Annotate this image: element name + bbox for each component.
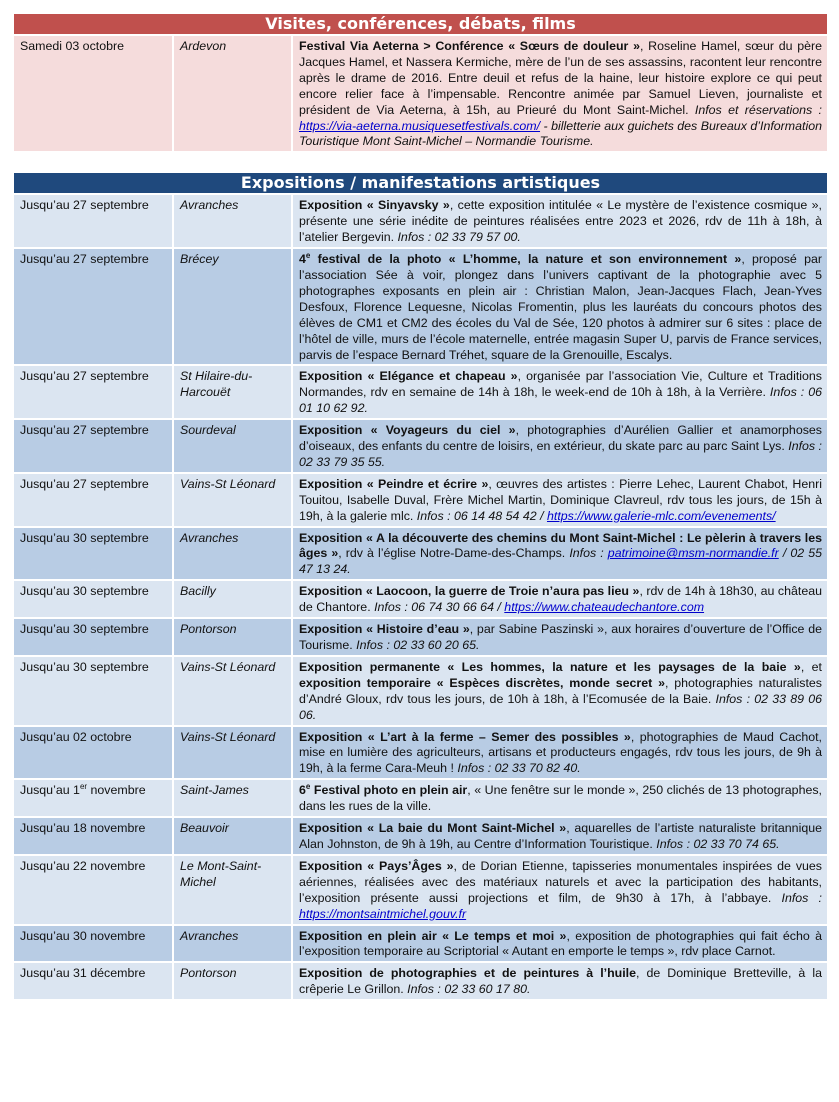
- event-info: Infos : 02 33 60 20 65.: [356, 638, 480, 652]
- event-description: [292, 618, 827, 656]
- event-date: Jusqu’au 31 décembre: [14, 962, 173, 1000]
- event-title: Exposition « Sinyavsky »: [299, 198, 450, 213]
- event-date: Jusqu’au 18 novembre: [14, 817, 173, 855]
- event-info: Infos : 02 33 60 17 80.: [407, 982, 531, 997]
- event-text: , organisée par l’association Vie, Culture et Traditions Normandes, rdv en semaine de 14h à 18h, le week-end de 10h à 18h, à la Verrière.: [299, 369, 822, 400]
- table-row: [14, 779, 827, 817]
- event-date: Jusqu’au 30 septembre: [14, 527, 173, 581]
- event-location: Avranches: [173, 527, 292, 581]
- event-location: Sourdeval: [173, 419, 292, 473]
- event-text: , rdv à l’église Notre-Dame-des-Champs.: [338, 546, 570, 561]
- event-date: Jusqu’au 22 novembre: [14, 855, 173, 925]
- event-text: , cette exposition intitulée « Le mystère de l’existence cosmique », présente une série inédite de peintures réalisées entre 2023 et 2026, rdv de 11h à 18h, à l’atelier Bergevin.: [299, 198, 822, 245]
- event-title-secondary: exposition temporaire « Espèces discrètes, monde secret »: [299, 675, 665, 690]
- event-location: Vains-St Léonard: [173, 656, 292, 726]
- event-title: Exposition de photographies et de peintures à l’huile: [299, 966, 636, 981]
- section-table-visites: [14, 36, 827, 153]
- table-row: [14, 855, 827, 925]
- event-text: , photographies d’Aurélien Gallier et anamorphoses d’oiseaux, des enfants du centre de loisirs, en extérieur, du skate parc au parc Saint Lys.: [299, 423, 822, 454]
- event-link[interactable]: https://www.galerie-mlc.com/evenements/: [546, 508, 776, 523]
- section-header-expositions: Expositions / manifestations artistiques: [14, 173, 827, 195]
- event-title: Exposition en plein air « Le temps et moi »: [299, 928, 567, 943]
- event-description: [292, 195, 827, 248]
- event-text: , proposé par l’association Sée à voir, plongez dans l’univers captivant de la photographie avec 5 photographes exposants en plein air : Christian Malon, Jean-Jacques Flach, Jean-Yves Desfoux, Florence Lequesne, Nicolas Fromentin, plus les lauréats du concours photos des élèves de CM1 et CM2 des écoles du Val de Sée, 120 photos à admirer sur 6 sites : place de l’hôtel de ville, murs de l’école maternelle, entrée magasin Super U, parvis de France services, parvis de l’espace Bernard Tréhet, square de la Grenouille, Escalys.: [299, 252, 823, 362]
- event-date: Jusqu’au 27 septembre: [14, 419, 173, 473]
- event-title: Exposition « Histoire d’eau »: [299, 622, 470, 637]
- event-description: [292, 726, 827, 780]
- table-row: [14, 419, 827, 473]
- event-text: , photographies de Maud Cachot, mise en lumière des agriculteurs, artisans et producteurs engagés, rdv tous les jours, de 9h à 19h, à la ferme Cara-Meuh !: [299, 729, 822, 776]
- event-info: Infos : 02 33 79 57 00.: [397, 230, 521, 245]
- event-text: , Roseline Hamel, sœur du père Jacques Hamel, et Nassera Kermiche, mère de l’un de ses assassins, racontent leur rencontre après le drame de 2016. Entre deuil et refus de la haine, leur histoire explore ce qui peut encore relier face à l’impensable. Rencontre animée par Samuel Lieven, journaliste et président de Via Aeterna, à 15h, au Prieuré du Mont Saint-Michel.: [299, 39, 822, 117]
- event-title: festival de la photo « L’homme, la nature et son environnement »: [310, 252, 742, 267]
- event-title: Exposition permanente « Les hommes, la nature et les paysages de la baie »: [299, 659, 801, 674]
- event-text: , œuvres des artistes : Pierre Lehec, Laurent Chabot, Henri Touitou, Isabelle Duval, Frère Michel Martin, Dominique Clavreul, rdv tous les jours, de 15h à 19h, à la galerie mlc.: [299, 476, 823, 523]
- event-link[interactable]: https://via-aeterna.musiquesetfestivals.com/: [299, 118, 541, 133]
- event-location: Avranches: [173, 925, 292, 963]
- event-title-number: 4: [299, 252, 306, 267]
- event-date: Jusqu’au 30 septembre: [14, 618, 173, 656]
- event-location: Vains-St Léonard: [173, 473, 292, 527]
- event-description: [292, 248, 827, 365]
- event-info: Infos : 02 33 70 74 65.: [656, 836, 780, 851]
- event-date: Jusqu’au 27 septembre: [14, 248, 173, 365]
- table-row: [14, 195, 827, 248]
- table-row: [14, 925, 827, 963]
- event-description: [292, 855, 827, 925]
- table-row: [14, 527, 827, 581]
- event-info: Infos : 06 74 30 66 64 /: [374, 600, 505, 615]
- event-description: [292, 779, 827, 817]
- event-link[interactable]: https://montsaintmichel.gouv.fr: [299, 906, 467, 921]
- event-text: , de Dorian Etienne, tapisseries monumentales inspirées de vues aériennes, réalisées avec des matériaux naturels et avec la participation des habitants, l’exposition présente aussi projections et film, de 9h30 à 17h, à l’abbaye.: [299, 858, 822, 905]
- event-location: Vains-St Léonard: [173, 726, 292, 780]
- event-info: Infos :: [569, 546, 608, 561]
- event-title: Exposition « Elégance et chapeau »: [299, 369, 518, 384]
- event-info: Infos : 06 14 48 54 42 /: [416, 508, 547, 523]
- event-text: , aquarelles de l’artiste naturaliste britannique Alan Johnston, de 9h à 19h, au Centre d’Information Touristique.: [299, 821, 822, 851]
- event-text-secondary: , photographies naturalistes d’André Gloux, rdv tous les jours, de 10h à 18h, à l’Ecomusée de la Baie.: [299, 675, 822, 706]
- event-location: Beauvoir: [173, 817, 292, 855]
- event-text: , et: [800, 659, 823, 674]
- event-location: Avranches: [173, 195, 292, 248]
- event-description: [292, 365, 827, 419]
- event-text: , par Sabine Paszinski », aux horaires d’ouverture de l’Office de Tourisme.: [299, 622, 822, 652]
- table-row: [14, 726, 827, 780]
- event-description: [292, 419, 827, 473]
- date-suffix: novembre: [87, 783, 146, 798]
- event-link[interactable]: patrimoine@msm-normandie.fr: [607, 546, 779, 561]
- event-location: Brécey: [173, 248, 292, 365]
- event-text: , rdv de 14h à 18h30, au château de Chantore.: [299, 584, 822, 615]
- table-row: [14, 656, 827, 726]
- event-info: Infos :: [781, 890, 822, 905]
- event-title-superscript: e: [305, 250, 311, 260]
- event-info-tail: / 02 55 47 13 24.: [299, 546, 822, 577]
- event-title: Exposition « Voyageurs du ciel »: [299, 423, 516, 438]
- event-text: , exposition de photographies qui fait écho à l’exposition temporaire au Scriptorial « Autant en emporte le temps », rdv place Carnot.: [299, 928, 822, 959]
- event-title: Festival photo en plein air: [310, 783, 468, 798]
- event-date: Jusqu’au 30 septembre: [14, 580, 173, 618]
- event-text: , de Dominique Bretteville, à la crêperie Le Grillon.: [299, 966, 822, 997]
- event-link[interactable]: https://www.chateaudechantore.com: [504, 600, 705, 615]
- event-location: Pontorson: [173, 962, 292, 1000]
- event-info: Infos : 02 33 70 82 40.: [457, 761, 581, 776]
- event-info: Infos : 02 33 79 35 55.: [299, 439, 822, 469]
- section-header-visites: Visites, conférences, débats, films: [14, 14, 827, 36]
- table-row: [14, 962, 827, 1000]
- event-date: Jusqu’au 27 septembre: [14, 473, 173, 527]
- table-row: [14, 36, 827, 152]
- event-title: Exposition « Laocoon, la guerre de Troie n’aura pas lieu »: [299, 584, 640, 599]
- event-description: [292, 962, 827, 1000]
- table-row: [14, 817, 827, 855]
- event-title-number: 6: [299, 783, 306, 798]
- event-location: Ardevon: [173, 36, 292, 152]
- event-date: Jusqu’au 27 septembre: [14, 195, 173, 248]
- table-row: [14, 248, 827, 365]
- event-date: Jusqu’au 02 octobre: [14, 726, 173, 780]
- table-row: [14, 365, 827, 419]
- event-title: Exposition « La baie du Mont Saint-Michel »: [299, 821, 567, 836]
- event-title: Exposition « A la découverte des chemins du Mont Saint-Michel : Le pèlerin à travers les âges »: [299, 530, 822, 561]
- event-info: Infos : 06 01 10 62 92.: [299, 385, 822, 416]
- event-title-superscript: e: [305, 782, 311, 792]
- table-row: [14, 580, 827, 618]
- event-description: [292, 817, 827, 855]
- event-title: Exposition « L’art à la ferme – Semer des possibles »: [299, 729, 631, 744]
- table-row: [14, 618, 827, 656]
- event-date: [14, 779, 173, 817]
- event-description: [292, 925, 827, 963]
- event-date: Jusqu’au 27 septembre: [14, 365, 173, 419]
- event-title: Exposition « Peindre et écrire »: [299, 476, 489, 491]
- agenda-document: [14, 14, 827, 1001]
- section-table-expositions: [14, 195, 827, 1001]
- event-date: Samedi 03 octobre: [14, 36, 173, 152]
- event-description: [292, 580, 827, 618]
- event-title: Exposition « Pays’Âges »: [299, 858, 454, 873]
- event-location: Pontorson: [173, 618, 292, 656]
- event-location: Bacilly: [173, 580, 292, 618]
- event-title: Festival Via Aeterna > Conférence « Sœurs de douleur »: [299, 39, 640, 53]
- event-description: [292, 656, 827, 726]
- event-date: Jusqu’au 30 novembre: [14, 925, 173, 963]
- event-description: [292, 527, 827, 581]
- event-info: Infos : 02 33 89 06 06.: [299, 691, 822, 722]
- table-row: [14, 473, 827, 527]
- event-location: St Hilaire-du-Harcouët: [173, 365, 292, 419]
- event-info-tail: - billetterie aux guichets des Bureaux d’Information Touristique Mont Saint-Michel – Normandie Tourisme.: [299, 118, 822, 149]
- date-superscript: er: [79, 782, 88, 792]
- event-info: Infos et réservations :: [694, 102, 822, 117]
- event-description: [292, 473, 827, 527]
- event-location: Saint-James: [173, 779, 292, 817]
- event-location: Le Mont-Saint-Michel: [173, 855, 292, 925]
- event-date: Jusqu’au 30 septembre: [14, 656, 173, 726]
- event-text: , « Une fenêtre sur le monde », 250 clichés de 13 photographes, dans les rues de la ville.: [299, 783, 822, 814]
- date-prefix: Jusqu’au 1: [20, 783, 80, 798]
- event-description: [292, 36, 827, 152]
